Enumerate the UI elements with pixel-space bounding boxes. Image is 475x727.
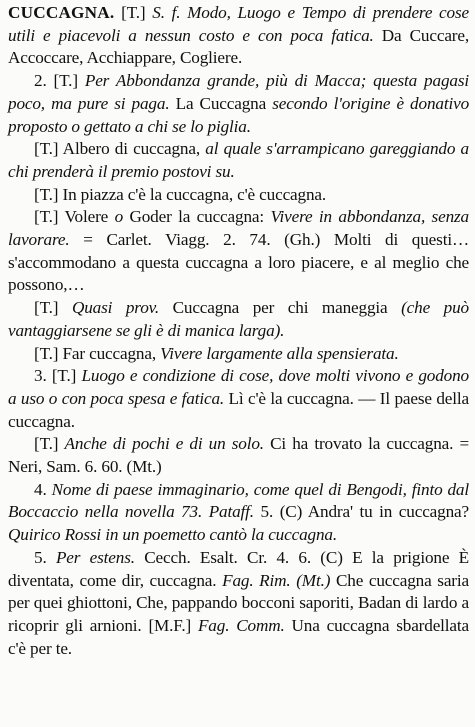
text-run: Lì c'è la cuccagna. — Il paese della cuccagna. [8, 388, 469, 431]
italic-text-run: Luogo e condizione di cose, dove molti vivono e godono a uso o con poca spesa e fatica. [8, 366, 469, 408]
entry-sense-paragraph [8, 433, 469, 478]
italic-text-run: Per estens. [55, 547, 135, 567]
text-run: 5. (C) Andra' tu in cuccagna? [253, 502, 469, 522]
entry-sense-paragraph [8, 365, 469, 433]
italic-text-run: Fag. Comm. [197, 615, 285, 635]
entry-sense-paragraph [8, 343, 469, 366]
text-run: Ci ha trovato la cuccagna. = Neri, Sam. 6. 60. (Mt.) [8, 434, 469, 477]
text-run: 2. [T.] [34, 71, 85, 91]
text-run: Da Cuccare, Accoccare, Acchiappare, Cogliere. [8, 25, 469, 68]
italic-text-run: secondo l'origine è donativo proposto o gettato a chi se lo piglia. [8, 93, 470, 136]
text-run: Che cuccagna saria per quei ghiottoni, Che, pappando bocconi saporiti, Badan di lardo a ricoprir gli arnioni. [M.F.] [8, 570, 469, 635]
headword: CUCCAGNA. [8, 3, 115, 22]
text-run: = Carlet. Viagg. 2. 74. (Gh.) Molti di questi… s'accommodano a questa cuccagna a loro piacere, e al meglio che possono,… [8, 230, 469, 295]
entry-sense-paragraph [8, 297, 469, 342]
text-run: [T.] Albero di cuccagna, [34, 139, 206, 159]
text-run: 4. [34, 479, 52, 499]
italic-text-run: Anche di pochi e di un solo. [64, 434, 264, 454]
text-run: La Cuccagna [169, 93, 273, 113]
italic-text-run: Quasi prov. [71, 298, 159, 318]
text-run: [T.] Far cuccagna, [34, 343, 161, 363]
text-run: Cecch. Esalt. Cr. 4. 6. (C) E la prigione È diventata, come dir, cuccagna. [8, 547, 470, 590]
text-run: Una cuccagna sbardellata c'è per te. [8, 615, 469, 658]
italic-text-run: Fag. Rim. (Mt.) [222, 570, 331, 590]
text-run: Cuccagna per chi maneggia [158, 298, 402, 318]
entry-sense-paragraph [8, 206, 469, 297]
italic-text-run: S. f. Modo, Luogo e Tempo di prendere cose utili e piacevoli a nessun costo e con poca fatica. [8, 3, 469, 45]
entry-sense-paragraph [8, 70, 469, 138]
italic-text-run: Quirico Rossi in un poemetto cantò la cuccagna. [8, 525, 338, 545]
italic-text-run: Vivere largamente alla spensierata. [160, 343, 399, 363]
text-run: [T.] [34, 434, 65, 454]
entry-sense-paragraph [8, 479, 469, 547]
italic-text-run: Vivere in abbondanza, senza lavorare. [8, 207, 469, 250]
italic-text-run: (che può vantaggiarsene se gli è di manica larga). [8, 298, 469, 340]
italic-text-run: Nome di paese immaginario, come quel di Bengodi, finto dal Boccaccio nella novella 73. Pataff. [8, 479, 469, 522]
text-run: 3. [T.] [34, 366, 82, 386]
italic-text-run: o [114, 207, 124, 227]
italic-text-run: al quale s'arrampicano gareggiando a chi prenderà il premio postovi su. [8, 139, 469, 181]
entry-sense-paragraph [8, 547, 469, 661]
italic-text-run: Per Abbondanza grande, più di Macca; questa pagasi poco, ma pure si paga. [8, 71, 469, 113]
entry-sense-paragraph [8, 138, 469, 183]
text-run: Goder la cuccagna: [123, 207, 271, 227]
entry-sense-paragraph [8, 184, 469, 207]
entry-headword-paragraph [8, 2, 469, 70]
text-run: [T.] [114, 3, 153, 22]
text-run: [T.] Volere [34, 207, 115, 227]
text-run: 5. [34, 547, 56, 567]
text-run: [T.] In piazza c'è la cuccagna, c'è cuccagna. [34, 184, 327, 204]
text-run: [T.] [34, 298, 72, 318]
